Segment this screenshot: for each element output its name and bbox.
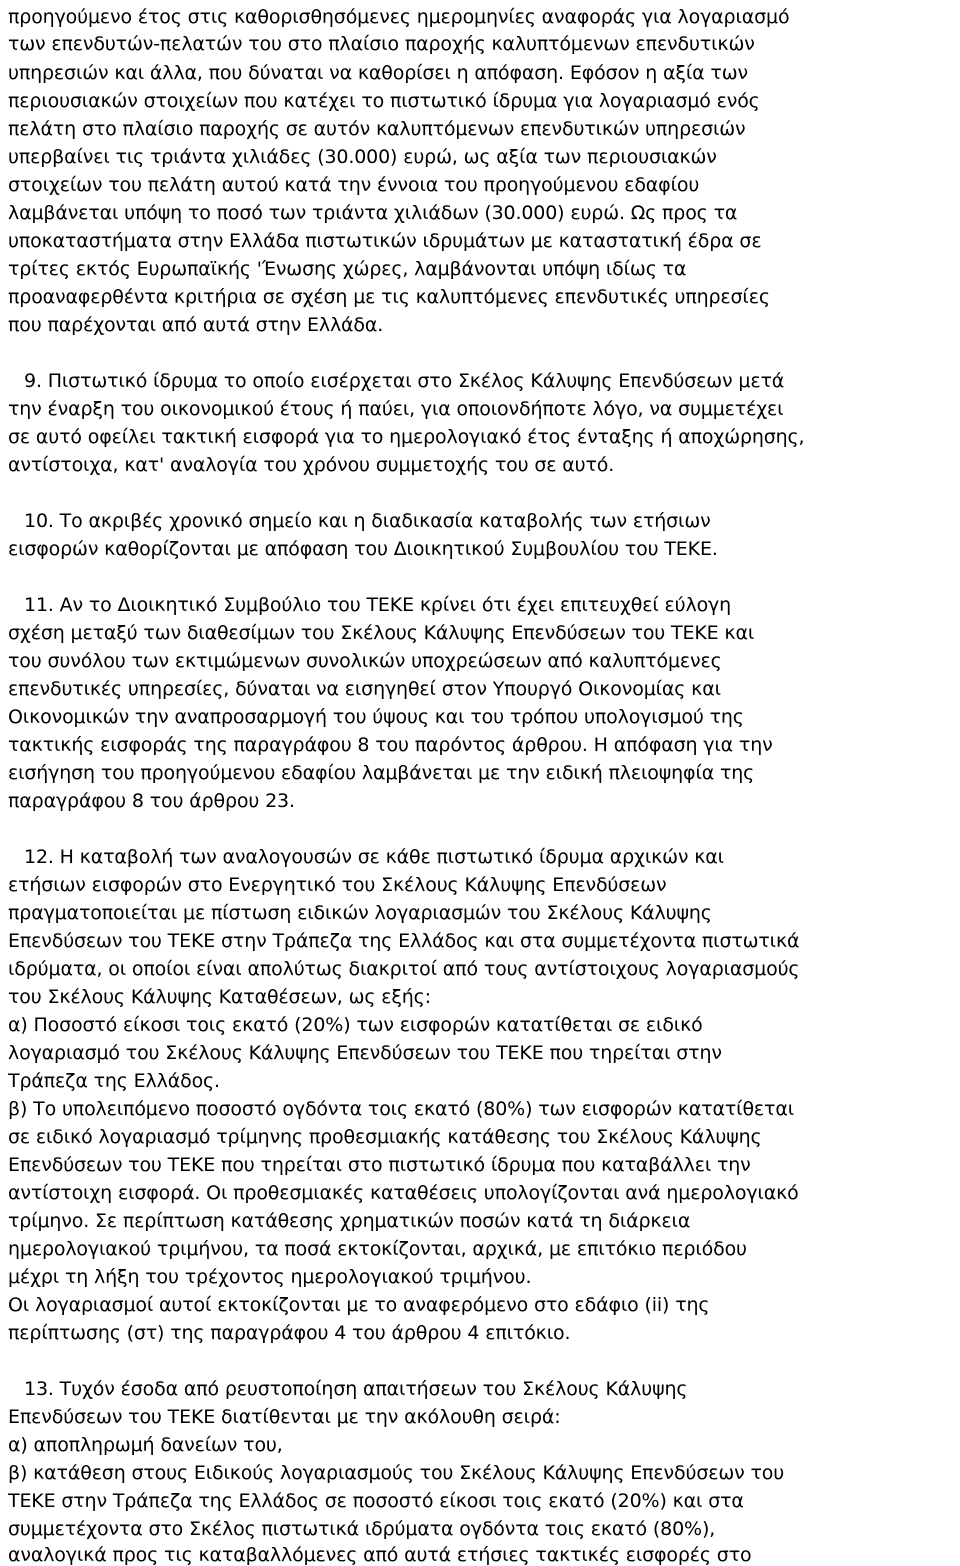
text-line: α) αποπληρωμή δανείων του, [8, 1434, 283, 1456]
text-line: Οικονομικών την αναπροσαρμογή του ύψους και του τρόπου υπολογισμού της [8, 706, 744, 728]
text-line: λογαριασμό του Σκέλους Κάλυψης Επενδύσεων του ΤΕΚΕ που τηρείται στην [8, 1042, 722, 1064]
text-line: παραγράφου 8 του άρθρου 23. [8, 790, 295, 812]
text-line: περίπτωσης (στ) της παραγράφου 4 του άρθρου 4 επιτόκιο. [8, 1322, 571, 1344]
text-line: υπερβαίνει τις τριάντα χιλιάδες (30.000) ευρώ, ως αξία των περιουσιακών [8, 146, 717, 168]
text-line: σχέση μεταξύ των διαθεσίμων του Σκέλους Κάλυψης Επενδύσεων του ΤΕΚΕ και [8, 622, 755, 644]
text-line: λαμβάνεται υπόψη το ποσό των τριάντα χιλιάδων (30.000) ευρώ. Ως προς τα [8, 202, 738, 224]
text-line: εισήγηση του προηγούμενου εδαφίου λαμβάνεται με την ειδική πλειοψηφία της [8, 762, 755, 784]
text-line: τακτικής εισφοράς της παραγράφου 8 του παρόντος άρθρου. Η απόφαση για την [8, 734, 773, 756]
text-line: τρίμηνο. Σε περίπτωση κατάθεσης χρηματικών ποσών κατά τη διάρκεια [8, 1210, 691, 1232]
text-line: υπηρεσιών και άλλα, που δύναται να καθορίσει η απόφαση. Εφόσον η αξία των [8, 62, 748, 84]
text-line: που παρέχονται από αυτά στην Ελλάδα. [8, 314, 384, 336]
text-line: αντίστοιχα, κατ' αναλογία του χρόνου συμμετοχής του σε αυτό. [8, 454, 615, 476]
text-line: μέχρι τη λήξη του τρέχοντος ημερολογιακού τριμήνου. [8, 1266, 532, 1288]
text-line: α) Ποσοστό είκοσι τοις εκατό (20%) των εισφορών κατατίθεται σε ειδικό [8, 1014, 703, 1036]
text-line: στοιχείων του πελάτη αυτού κατά την έννοια του προηγούμενου εδαφίου [8, 174, 700, 196]
text-line: ΤΕΚΕ στην Τράπεζα της Ελλάδος σε ποσοστό είκοσι τοις εκατό (20%) και στα [8, 1490, 744, 1512]
text-line: Τράπεζα της Ελλάδος. [8, 1070, 220, 1092]
paragraph-12-first-line: 12. Η καταβολή των αναλογουσών σε κάθε πιστωτικό ίδρυμα αρχικών και [24, 846, 724, 868]
text-line: συμμετέχοντα στο Σκέλος πιστωτικά ιδρύματα ογδόντα τοις εκατό (80%), [8, 1518, 716, 1540]
text-line: ετήσιων εισφορών στο Ενεργητικό του Σκέλους Κάλυψης Επενδύσεων [8, 874, 667, 896]
text-line: ημερολογιακού τριμήνου, τα ποσά εκτοκίζονται, αρχικά, με επιτόκιο περιόδου [8, 1238, 747, 1260]
text-line: τρίτες εκτός Ευρωπαϊκής 'Ένωσης χώρες, λαμβάνονται υπόψη ιδίως τα [8, 258, 687, 280]
text-line: σε αυτό οφείλει τακτική εισφορά για το ημερολογιακό έτος ένταξης ή αποχώρησης, [8, 426, 805, 448]
text-line: Επενδύσεων του ΤΕΚΕ διατίθενται με την ακόλουθη σειρά: [8, 1406, 561, 1428]
paragraph-11-first-line: 11. Αν το Διοικητικό Συμβούλιο του ΤΕΚΕ κρίνει ότι έχει επιτευχθεί εύλογη [24, 594, 732, 616]
text-line: αναλογικά προς τις καταβαλλόμενες από αυτά ετήσιες τακτικές εισφορές στο [8, 1544, 752, 1566]
text-line: β) Το υπολειπόμενο ποσοστό ογδόντα τοις εκατό (80%) των εισφορών κατατίθεται [8, 1098, 794, 1120]
text-line: εισφορών καθορίζονται με απόφαση του Διοικητικού Συμβουλίου του ΤΕΚΕ. [8, 538, 718, 560]
paragraph-9-first-line: 9. Πιστωτικό ίδρυμα το οποίο εισέρχεται στο Σκέλος Κάλυψης Επενδύσεων μετά [24, 370, 785, 392]
text-line: σε ειδικό λογαριασμό τρίμηνης προθεσμιακής κατάθεσης του Σκέλους Κάλυψης [8, 1126, 762, 1148]
paragraph-13-first-line: 13. Τυχόν έσοδα από ρευστοποίηση απαιτήσεων του Σκέλους Κάλυψης [24, 1378, 688, 1400]
text-line: προαναφερθέντα κριτήρια σε σχέση με τις καλυπτόμενες επενδυτικές υπηρεσίες [8, 286, 770, 308]
text-line: αντίστοιχη εισφορά. Οι προθεσμιακές καταθέσεις υπολογίζονται ανά ημερολογιακό [8, 1182, 799, 1204]
text-line: επενδυτικές υπηρεσίες, δύναται να εισηγηθεί στον Υπουργό Οικονομίας και [8, 678, 721, 700]
text-line: την έναρξη του οικονομικού έτους ή παύει, για οποιονδήποτε λόγο, να συμμετέχει [8, 398, 784, 420]
text-line: Οι λογαριασμοί αυτοί εκτοκίζονται με το αναφερόμενο στο εδάφιο (ii) της [8, 1294, 710, 1316]
text-line: προηγούμενο έτος στις καθορισθησόμενες ημερομηνίες αναφοράς για λογαριασμό [8, 6, 790, 28]
text-line: πελάτη στο πλαίσιο παροχής σε αυτόν καλυπτόμενων επενδυτικών υπηρεσιών [8, 118, 746, 140]
text-line: ιδρύματα, οι οποίοι είναι απολύτως διακριτοί από τους αντίστοιχους λογαριασμούς [8, 958, 800, 980]
text-line: υποκαταστήματα στην Ελλάδα πιστωτικών ιδρυμάτων με καταστατική έδρα σε [8, 230, 762, 252]
paragraph-10-first-line: 10. Το ακριβές χρονικό σημείο και η διαδικασία καταβολής των ετήσιων [24, 510, 711, 532]
text-line: Επενδύσεων του ΤΕΚΕ που τηρείται στο πιστωτικό ίδρυμα που καταβάλλει την [8, 1154, 751, 1176]
text-line: περιουσιακών στοιχείων που κατέχει το πιστωτικό ίδρυμα για λογαριασμό ενός [8, 90, 760, 112]
text-line: του συνόλου των εκτιμώμενων συνολικών υποχρεώσεων από καλυπτόμενες [8, 650, 722, 672]
text-line: Επενδύσεων του ΤΕΚΕ στην Τράπεζα της Ελλάδος και στα συμμετέχοντα πιστωτικά [8, 930, 800, 952]
text-line: του Σκέλους Κάλυψης Καταθέσεων, ως εξής: [8, 986, 431, 1008]
text-line: β) κατάθεση στους Ειδικούς λογαριασμούς του Σκέλους Κάλυψης Επενδύσεων του [8, 1462, 785, 1484]
text-line: των επενδυτών-πελατών του στο πλαίσιο παροχής καλυπτόμενων επενδυτικών [8, 33, 755, 55]
text-line: πραγματοποιείται με πίστωση ειδικών λογαριασμών του Σκέλους Κάλυψης [8, 902, 712, 924]
